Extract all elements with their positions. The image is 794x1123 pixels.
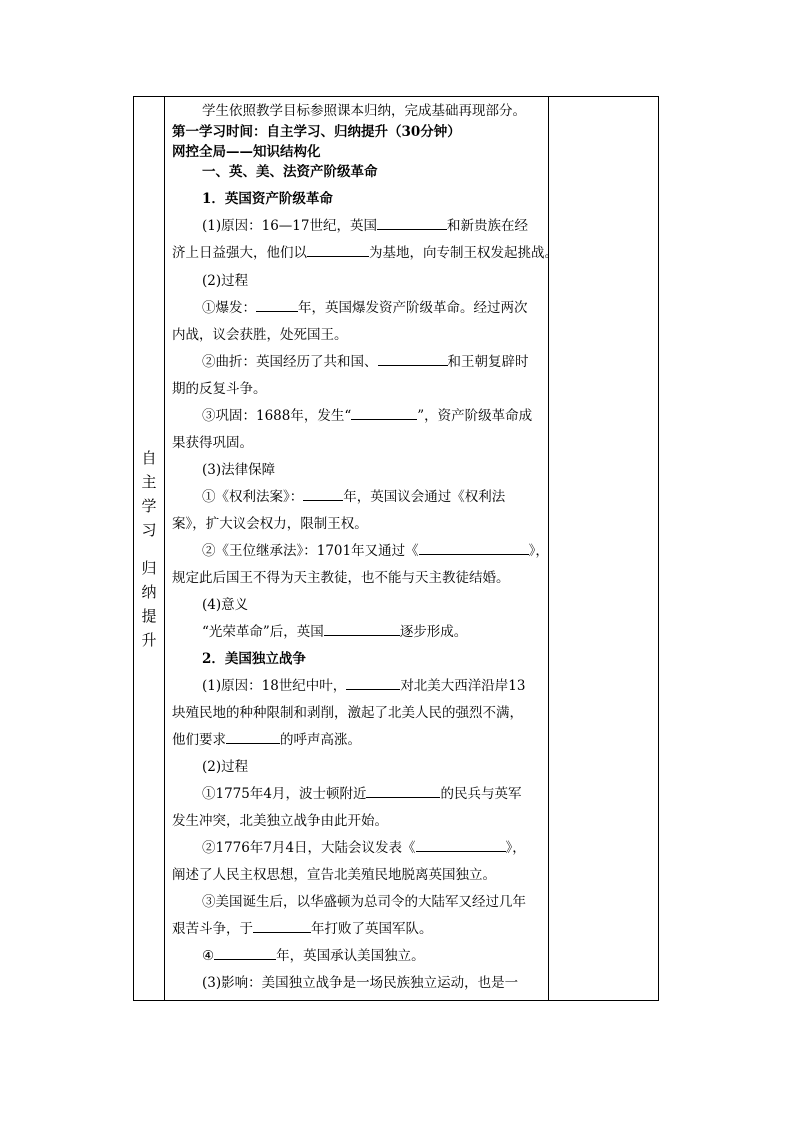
section-heading: 网控全局——知识结构化 xyxy=(172,144,321,160)
fill-blank[interactable] xyxy=(377,215,447,230)
text-line: (3)法律保障 xyxy=(202,462,276,478)
text-line: 规定此后国王不得为天主教徒，也不能与天主教徒结婚。 xyxy=(172,570,510,586)
fill-blank[interactable] xyxy=(303,486,343,501)
side-char: 纳 xyxy=(141,582,157,601)
fill-blank[interactable] xyxy=(378,351,448,366)
fill-blank[interactable] xyxy=(253,918,311,933)
text-line: (2)过程 xyxy=(202,759,249,775)
side-char: 自 xyxy=(141,448,157,467)
fill-blank[interactable] xyxy=(419,540,529,555)
lesson-table xyxy=(133,96,659,1001)
text-line: 果获得巩固。 xyxy=(172,435,253,451)
text-line: 案》，扩大议会权力，限制王权。 xyxy=(172,516,368,532)
text-line: ②1776年7月4日，大陆会议发表《 》， xyxy=(202,836,526,856)
text-line: ①爆发： 年，英国爆发资产阶级革命。经过两次 xyxy=(202,296,528,316)
text-line: “光荣革命”后，英国 逐步形成。 xyxy=(202,620,467,640)
text-line: (2)过程 xyxy=(202,273,249,289)
text-line: 艰苦斗争，于 年打败了英国军队。 xyxy=(172,917,433,937)
fill-blank[interactable] xyxy=(214,945,276,960)
text-line: 济上日益强大，他们以 为基地，向专制王权发起挑战。 xyxy=(172,241,558,261)
text-line: ②曲折：英国经历了共和国、 和王朝复辟时 xyxy=(202,350,529,370)
text-line: 阐述了人民主权思想，宣告北美殖民地脱离英国独立。 xyxy=(172,867,496,883)
text-line: ②《王位继承法》：1701年又通过《 》， xyxy=(202,539,549,559)
column-divider-left xyxy=(164,97,165,1000)
side-char: 升 xyxy=(141,630,157,649)
text-line: (4)意义 xyxy=(202,597,249,613)
side-char: 主 xyxy=(141,472,157,491)
notes-cell xyxy=(548,97,658,1000)
subsection-heading: 2．美国独立战争 xyxy=(202,651,306,667)
section-heading: 第一学习时间：自主学习、归纳提升（30分钟） xyxy=(172,124,461,140)
fill-blank[interactable] xyxy=(256,297,298,312)
text-line: 块殖民地的种种限制和剥削，激起了北美人民的强烈不满， xyxy=(172,705,523,721)
text-line: ①《权利法案》： 年，英国议会通过《权利法 xyxy=(202,485,505,505)
side-char: 习 xyxy=(141,520,157,539)
section-heading: 一、英、美、法资产阶级革命 xyxy=(202,164,378,180)
fill-blank[interactable] xyxy=(416,837,506,852)
fill-blank[interactable] xyxy=(324,621,400,636)
side-char: 提 xyxy=(141,606,157,625)
text-line: ③巩固：1688年，发生“ ”，资产阶级革命成 xyxy=(202,404,532,424)
text-line: 发生冲突，北美独立战争由此开始。 xyxy=(172,813,388,829)
side-char: 归 xyxy=(141,558,157,577)
side-label xyxy=(134,97,164,1000)
text-line: 内战，议会获胜，处死国王。 xyxy=(172,327,348,343)
text-line: 期的反复斗争。 xyxy=(172,381,267,397)
text-line: (3)影响：美国独立战争是一场民族独立运动，也是一 xyxy=(202,975,519,991)
fill-blank[interactable] xyxy=(351,405,417,420)
subsection-heading: 1．英国资产阶级革命 xyxy=(202,191,333,207)
intro-line: 学生依照教学目标参照课本归纳，完成基础再现部分。 xyxy=(202,103,526,119)
text-line: (1)原因：18世纪中叶， 对北美大西洋沿岸13 xyxy=(202,674,526,694)
text-line: 他们要求 的呼声高涨。 xyxy=(172,728,361,748)
fill-blank[interactable] xyxy=(307,242,369,257)
text-line: ③美国诞生后，以华盛顿为总司令的大陆军又经过几年 xyxy=(202,894,526,910)
text-line: ④ 年，英国承认美国独立。 xyxy=(202,944,425,964)
text-line: ①1775年4月，波士顿附近 的民兵与英军 xyxy=(202,782,521,802)
fill-blank[interactable] xyxy=(366,783,440,798)
fill-blank[interactable] xyxy=(226,729,280,744)
fill-blank[interactable] xyxy=(346,675,400,690)
text-line: (1)原因：16—17世纪，英国 和新贵族在经 xyxy=(202,214,528,234)
side-char: 学 xyxy=(141,496,157,515)
